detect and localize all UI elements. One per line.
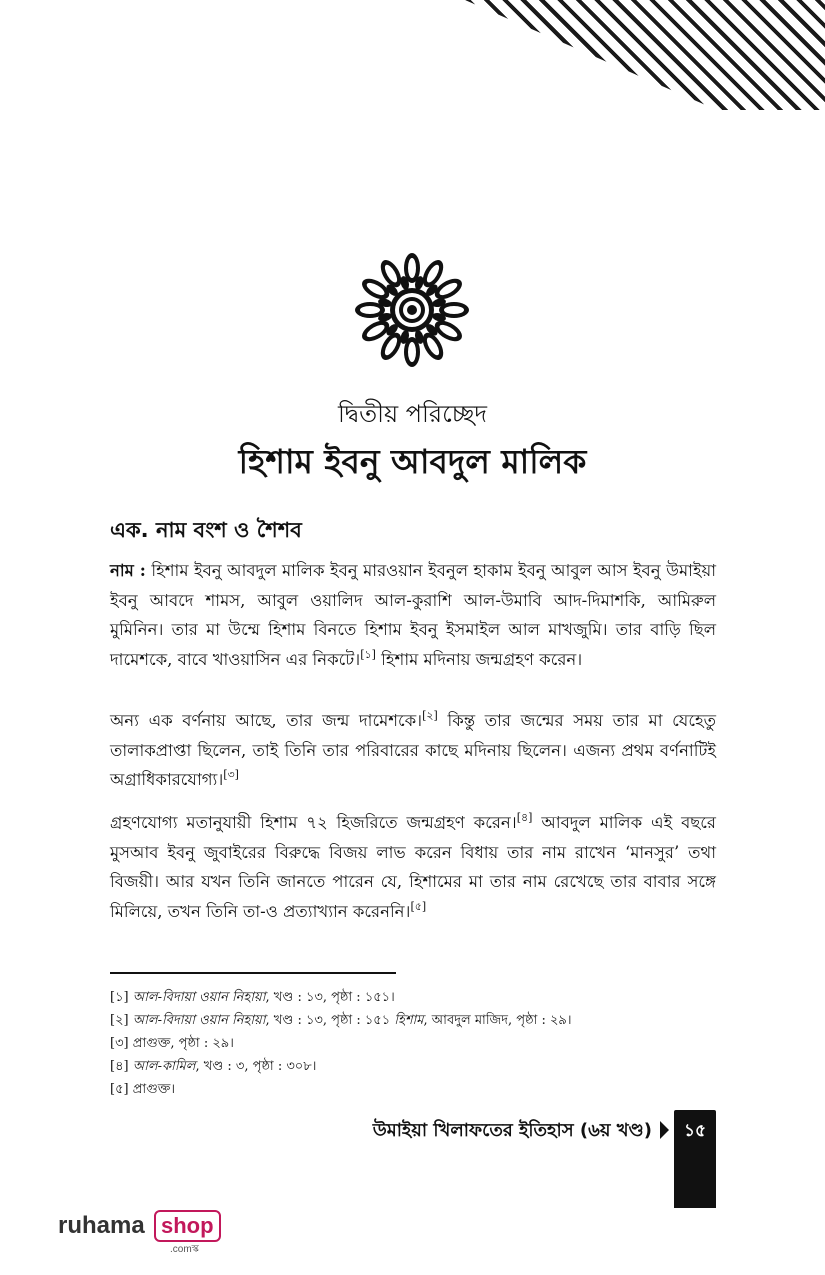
footnotes-list — [110, 986, 710, 1101]
paragraph-name — [110, 556, 716, 674]
footnote-number: [৫] — [110, 1082, 133, 1097]
footnote-detail: , খণ্ড : ৩, পৃষ্ঠা : ৩০৮। — [195, 1059, 317, 1074]
footnote-source-title: আল-বিদায়া ওয়ান নিহায়া — [132, 1013, 266, 1028]
paragraph-text: আবদুল মালিক এই বছরে মুসআব ইবনু জুবাইরের বিরুদ্ধে বিজয় লাভ করেন বিধায় তার নাম রাখেন ‘মানসুর’ তথা বিজয়ী। আর যখন তিনি জানতে পারেন যে, হিশামের মা তার নাম রেখেছে তার বাবার সঙ্গে মিলিয়ে, তখন তিনি তা-ও প্রত্যাখ্যান করেননি। — [110, 813, 716, 921]
paragraph-birth-year — [110, 808, 716, 926]
footnote-ref-4[interactable]: [৪] — [516, 811, 533, 824]
paragraph-text: কিন্তু তার জন্মের সময় তার মা যেহেতু তালাকপ্রাপ্তা ছিলেন, তাই তিনি তার পরিবারের কাছে মদিনায় ছিলেন। এজন্য প্রথম বর্ণনাটিই অগ্রাধিকারযোগ্য। — [110, 711, 716, 789]
paragraph-text: গ্রহণযোগ্য মতানুযায়ী হিশাম ৭২ হিজরিতে জন্মগ্রহণ করেন। — [110, 813, 517, 832]
footnote-item — [110, 986, 710, 1009]
footnote-detail: , খণ্ড : ১৩, পৃষ্ঠা : ১৫১। — [265, 990, 395, 1005]
running-book-title: উমাইয়া খিলাফতের ইতিহাস (৬য় খণ্ড) — [372, 1120, 652, 1141]
footnote-ref-3[interactable]: [৩] — [223, 768, 239, 781]
footnote-ref-5[interactable]: [৫] — [410, 899, 427, 913]
footnote-detail: প্রাগুক্ত, পৃষ্ঠা : ২৯। — [132, 1036, 234, 1051]
footnote-detail: প্রাগুক্ত। — [132, 1082, 175, 1097]
decorative-stripes — [465, 0, 825, 110]
footnote-number: [৪] — [110, 1059, 133, 1074]
footnote-ref-1[interactable]: [১] — [360, 647, 376, 661]
footnote-divider — [110, 972, 396, 974]
footnote-item — [110, 1032, 710, 1055]
footnote-number: [১] — [110, 990, 133, 1005]
page-number: ১৫ — [683, 1121, 707, 1141]
paragraph-lead: নাম : — [110, 561, 146, 580]
footnote-ref-2[interactable]: [২] — [422, 709, 438, 722]
footnote-source-title: আল-কামিল — [132, 1059, 196, 1074]
chapter-title: হিশাম ইবনু আবদুল মালিক — [238, 442, 587, 481]
footnote-number: [২] — [110, 1013, 133, 1028]
footnote-item — [110, 1055, 710, 1078]
paragraph-text: হিশাম মদিনায় জন্মগ্রহণ করেন। — [375, 649, 583, 669]
triangle-arrow-icon — [660, 1121, 669, 1139]
paragraph-text: হিশাম ইবনু আবদুল মালিক ইবনু মারওয়ান ইবনুল হাকাম ইবনু আবুল আস ইবনু উমাইয়া ইবনু আবদে শামস, আবুল ওয়ালিদ আল-কুরাশি আল-উমাবি আদ-দিমাশকি, আমিরুল মুমিনিন। তার মা উম্মে হিশাম বিনতে হিশাম ইবনু ইসমাইল আল মাখজুমি। তার বাড়ি ছিল দামেশকে, বাবে খাওয়াসিন এর নিকটে। — [110, 561, 716, 669]
watermark-domain: .comস্ক — [170, 1244, 199, 1255]
chapter-label: দ্বিতীয় পরিচ্ছেদ — [337, 400, 488, 428]
paragraph-text: অন্য এক বর্ণনায় আছে, তার জন্ম দামেশকে। — [110, 711, 423, 730]
page-number-tab — [674, 1110, 716, 1208]
watermark-shop-badge: shop — [154, 1210, 221, 1242]
footnote-source-title: হিশাম — [394, 1013, 424, 1028]
footnote-source-title: আল-বিদায়া ওয়ান নিহায়া — [132, 990, 266, 1005]
footnote-detail: , আবদুল মাজিদ, পৃষ্ঠা : ২৯। — [423, 1013, 572, 1028]
watermark-brand-text: ruhama — [58, 1212, 145, 1239]
watermark-logo — [58, 1208, 228, 1258]
floral-ornament-icon — [352, 250, 472, 370]
footnote-number: [৩] — [110, 1036, 133, 1051]
footnote-item — [110, 1078, 710, 1101]
section-heading: এক. নাম বংশ ও শৈশব — [110, 518, 302, 542]
paragraph-birthplace — [110, 706, 716, 795]
footnote-item — [110, 1009, 710, 1032]
footnote-detail: , খণ্ড : ১৩, পৃষ্ঠা : ১৫১ — [265, 1013, 395, 1028]
